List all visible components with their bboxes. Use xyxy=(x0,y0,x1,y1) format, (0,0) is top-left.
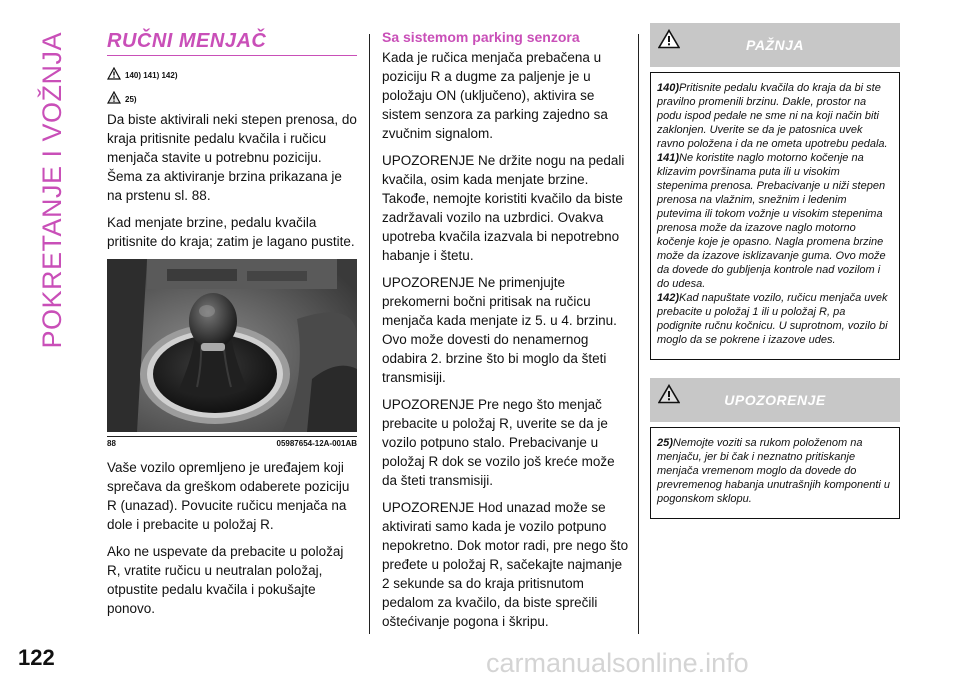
figure-caption xyxy=(107,436,357,448)
warning-item-140 xyxy=(657,81,893,151)
watermark: carmanualsonline.info xyxy=(486,648,749,678)
subsection-title: Sa sistemom parking senzora xyxy=(382,29,580,45)
warning-item-text: Kad napuštate vozilo, ručicu menjača uvek prebacite u položaj 1 ili u položaj R, pa podignite ručnu kočnicu. U suprotnom, vozilo bi moglo da se pokrene i izazove udes. xyxy=(657,292,888,346)
caution-box xyxy=(650,427,900,519)
side-section-label: POKRETANJE I VOŽNJA xyxy=(36,31,67,349)
figure-number: 88 xyxy=(107,439,116,448)
warning-item-number: 141) xyxy=(657,152,680,164)
warning-item-text: Pritisnite pedalu kvačila do kraja da bi ste pravilno promenili brzinu. Dakle, prostor na podu ispod pedale ne sme ni na koji način biti zaklonjen. Uverite se da je patosnica uvek ravno položena i da ne ometa upotrebu pedala. xyxy=(657,82,888,150)
warning-triangle-icon xyxy=(107,67,121,80)
warning-item-141 xyxy=(657,151,893,291)
paragraph: Ako ne uspevate da prebacite u položaj R, vratite ručicu u neutralan položaj, otpustite pedalu kvačila i pokušajte ponovo. xyxy=(107,544,344,616)
warning-references xyxy=(107,62,357,80)
caution-references xyxy=(107,86,357,104)
caution-item-25 xyxy=(657,436,893,506)
side-section-tab xyxy=(22,30,82,350)
warning-item-text: Ne koristite naglo motorno kočenje na klizavim površinama puta ili u visokim stepenima prenosa. Prebacivanje u niži stepen prenosa na vlažnim, snežnim i ledenim putevima ili tokom vožnje u visokim stepenima prenosa može da izazove naglo motorno kočenje koje je opasno. Nagla promena brzine može da izazove isklizavanje guma. Ovo može da dovede do gubljenja kontrole nad vozilom i do udesa. xyxy=(657,152,886,290)
caution-item-number: 25) xyxy=(657,437,673,449)
paragraph: UPOZORENJE Pre nego što menjač prebacite u položaj R, uverite se da je vozilo potpuno stalo. Prebacivanje u položaj R dok se vozilo još kreće može da šteti transmisiji. xyxy=(382,397,615,488)
column-divider-1 xyxy=(369,34,370,634)
column-divider-2 xyxy=(638,34,639,634)
warning-box-header xyxy=(650,23,900,67)
column-3 xyxy=(650,17,900,519)
caution-reference-number: 25) xyxy=(125,95,137,104)
caution-triangle-icon xyxy=(107,91,121,104)
paragraph: Kada je ručica menjača prebačena u poziciju R a dugme za paljenje je u položaju ON (uključeno), aktivira se sistem senzora za parking zajedno sa zvučnim signalom. xyxy=(382,50,608,141)
warning-item-number: 142) xyxy=(657,292,680,304)
warning-box xyxy=(650,72,900,360)
warning-box-title: PAŽNJA xyxy=(746,37,804,53)
column-1 xyxy=(107,28,357,626)
warning-triangle-icon xyxy=(658,29,680,49)
paragraph: UPOZORENJE Hod unazad može se aktivirati samo kada je vozilo potpuno nepokretno. Dok motor radi, pre nego što pređete u položaj R, sačekajte najmanje 2 sekunde sa do kraja pritisnutom pedalom za kvačilo, da biste sprečili oštećivanje pogona i škripu. xyxy=(382,500,629,629)
figure-code: 05987654-12A-001AB xyxy=(276,439,357,448)
paragraph: Vaše vozilo opremljeno je uređajem koji sprečava da greškom odaberete poziciju R (unazad). Povucite ručicu menjača na dole i prebacite u položaj R. xyxy=(107,460,350,532)
caution-item-text: Nemojte voziti sa rukom položenom na menjaču, jer bi čak i neznatno pritiskanje menjača vremenom moglo da dovede do prevremenog habanja unutrašnjih komponenti u pogonskom sklopu. xyxy=(657,437,890,505)
caution-box-title: UPOZORENJE xyxy=(724,392,826,408)
paragraph: Da biste aktivirali neki stepen prenosa, do kraja pritisnite pedalu kvačila i ručicu menjača stavite u potrebnu poziciju. Šema za aktiviranje brzina prikazana je na prstenu sl. 88. xyxy=(107,112,357,203)
paragraph: UPOZORENJE Ne primenjujte prekomerni bočni pritisak na ručicu menjača kada menjate iz 5. u 4. brzinu. Ovo može dovesti do nenamernog odabira 2. brzine što bi moglo da šteti transmisiji. xyxy=(382,275,617,385)
gear-shifter-photo xyxy=(107,259,357,432)
warning-item-142 xyxy=(657,291,893,347)
paragraph: UPOZORENJE Ne držite nogu na pedali kvačila, osim kada menjate brzine. Takođe, nemojte koristiti kvačilo da biste zadržavali vozilo na uzbrdici. Ovakva upotreba kvačila izazvala bi nepotrebno habanje i štetu. xyxy=(382,153,625,263)
section-title: RUČNI MENJAČ xyxy=(107,30,357,56)
gear-shifter-illustration xyxy=(107,259,357,432)
caution-box-header xyxy=(650,378,900,422)
paragraph: Kad menjate brzine, pedalu kvačila pritisnite do kraja; zatim je lagano pustite. xyxy=(107,215,355,249)
warning-item-number: 140) xyxy=(657,82,680,94)
page-number: 122 xyxy=(18,645,55,670)
column-2 xyxy=(382,28,632,639)
caution-triangle-icon xyxy=(658,384,680,404)
warning-reference-numbers: 140) 141) 142) xyxy=(125,71,178,80)
